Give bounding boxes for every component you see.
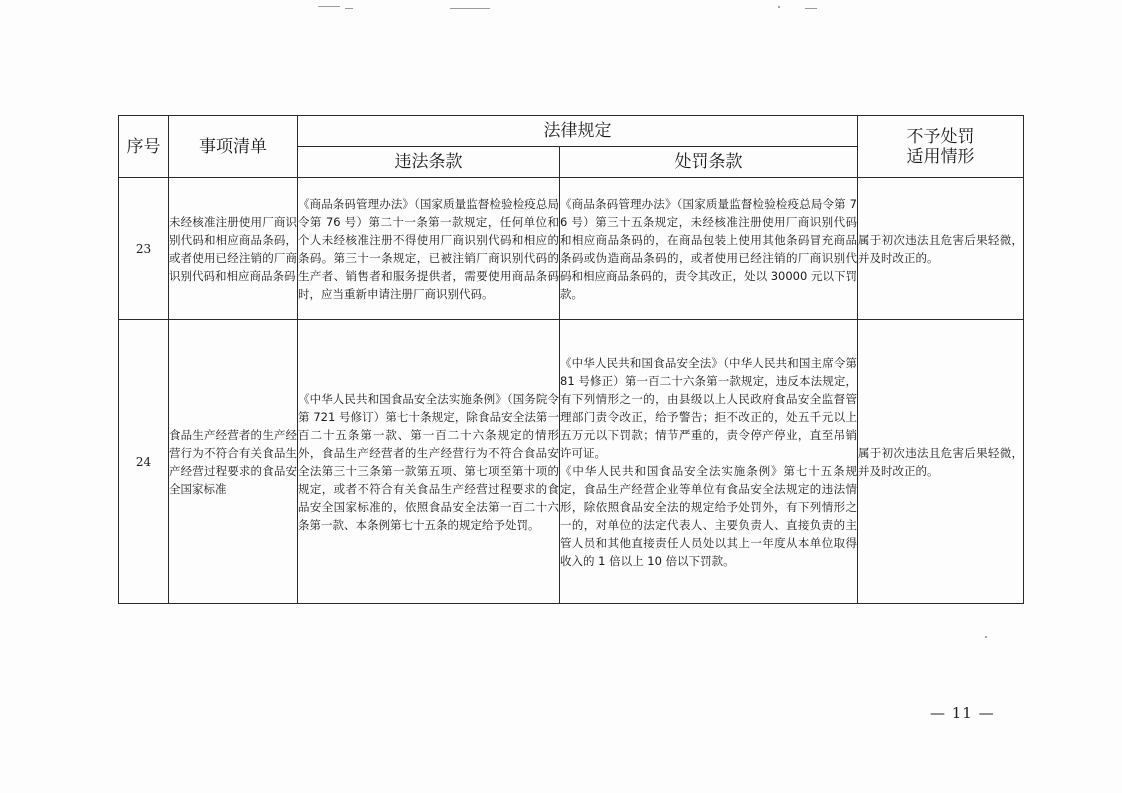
row-item [169,178,298,320]
header-exemption-line1: 不予处罚 [906,126,975,147]
scan-artifact [985,636,987,638]
row-item [169,320,298,604]
scan-artifact [778,6,780,8]
header-seq: 序号 [119,116,169,178]
row-violation [298,178,560,320]
row-item-text: 食品生产经营者的生产经营行为不符合有关食品生产经营过程要求的食品安全国家标准 [169,427,297,496]
row-seq: 24 [119,320,169,604]
row-penalty [560,320,858,604]
row-seq: 23 [119,178,169,320]
row-penalty-text-part2: 《中华人民共和国食品安全法实施条例》第七十五条规定，食品生产经营企业等单位有食品安全法规定的违法情形，除依照食品安全法的规定给予处罚外，有下列情形之一的，对单位的法定代表人、主要负责人、直接负责的主管人员和其他直接责任人员处以其上一年度从本单位取得收入的 1 倍以上 10 倍以下罚款。 [560,463,857,568]
regulation-table [118,115,1024,604]
table-row [119,178,1024,320]
table-row [119,320,1024,604]
row-penalty [560,178,858,320]
row-exemption-text: 属于初次违法且危害后果轻微，并及时改正的。 [858,232,1023,265]
header-legal-provisions: 法律规定 [298,116,858,147]
row-violation-text: 《商品条码管理办法》（国家质量监督检验检疫总局令第 76 号）第二十一条第一款规定，任何单位和个人未经核准注册不得使用厂商识别代码和相应的条码。第三十一条规定，已被注销厂商识别代码的生产者、销售者和服务提供者，需要使用商品条码时，应当重新申请注册厂商识别代码。 [298,196,559,301]
header-exemption-line2: 适用情形 [906,146,975,167]
row-violation-text: 《中华人民共和国食品安全法实施条例》（国务院令第 721 号修订）第七十条规定，除食品安全法第一百二十五条第一款、第一百二十六条规定的情形外，食品生产经营者的生产经营行为不符合食品安全法第三十三条第一款第五项、第七项至第十项的规定，或者不符合有关食品生产经营过程要求的食品安全国家标准的，依照食品安全法第一百二十六条第一款、本条例第七十五条的规定给予处罚。 [298,391,559,532]
scan-artifact [805,8,817,9]
row-exemption-text: 属于初次违法且危害后果轻微，并及时改正的。 [858,445,1023,478]
header-exemption [858,116,1024,178]
row-penalty-text: 《商品条码管理办法》（国家质量监督检验检疫总局令第 76 号）第三十五条规定，未经核准注册使用厂商识别代码和相应商品条码的，在商品包装上使用其他条码冒充商品条码或伪造商品条码的，或者使用已经注销的厂商识别代码和相应商品条码的，责令其改正，处以 30000 元以下罚款。 [560,196,857,301]
scan-artifact [450,8,490,9]
scan-artifact [318,6,340,7]
header-violation-clause: 违法条款 [298,147,560,178]
page-number: — 11 — [930,704,995,722]
header-item-list: 事项清单 [169,116,298,178]
header-penalty-clause: 处罚条款 [560,147,858,178]
row-exemption [858,320,1024,604]
row-exemption [858,178,1024,320]
scan-artifact [345,8,353,9]
row-item-text: 未经核准注册使用厂商识别代码和相应商品条码，或者使用已经注销的厂商识别代码和相应商品条码 [169,214,297,283]
row-penalty-text-part1: 《中华人民共和国食品安全法》（中华人民共和国主席令第 81 号修正）第一百二十六条第一款规定，违反本法规定，有下列情形之一的，由县级以上人民政府食品安全监督管理部门责令改正，给予警告；拒不改正的，处五千元以上五万元以下罚款；情节严重的，责令停产停业，直至吊销许可证。 [560,355,857,460]
row-violation [298,320,560,604]
